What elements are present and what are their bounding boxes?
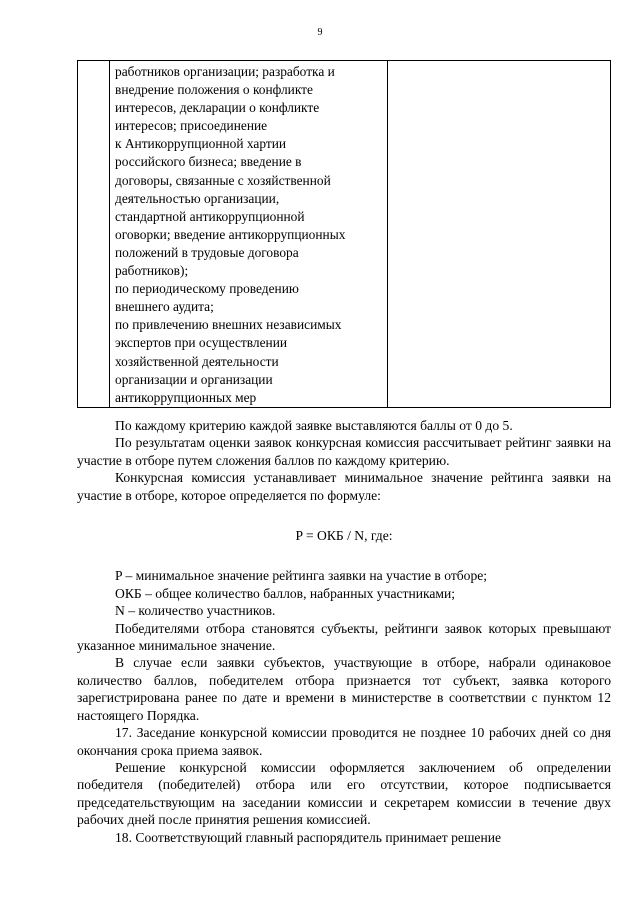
page-number: 9 <box>317 27 323 38</box>
criterion-line: работников организации; разработка и <box>115 64 335 79</box>
criterion-text <box>115 63 383 407</box>
criterion-line: положений в трудовые договора <box>115 244 299 260</box>
criterion-line: экспертов при осуществлении <box>115 335 288 351</box>
paragraph-def-okb: ОКБ – общее количество баллов, набранных участниками; <box>115 585 456 601</box>
paragraph-17: 17. Заседание конкурсной комиссии проводится не позднее 10 рабочих дней со дня окончания срока приема заявок. <box>77 725 611 758</box>
criterion-line: российского бизнеса; введение в <box>115 154 302 170</box>
criteria-table <box>77 60 611 408</box>
table-cell-criterion <box>110 61 388 408</box>
formula: P = ОКБ / N, где: <box>295 528 393 544</box>
criterion-line: оговорки; введение антикоррупционных <box>115 226 346 242</box>
criterion-line: хозяйственной деятельности <box>115 353 279 369</box>
table-cell-score <box>388 61 611 408</box>
paragraph-def-p: P – минимальное значение рейтинга заявки на участие в отборе; <box>115 568 488 584</box>
paragraph-min-value: Конкурсная комиссия устанавливает минимальное значение рейтинга заявки на участие в отборе, которое определяется по формуле: <box>77 470 611 503</box>
criterion-line: организации и организации <box>115 371 273 387</box>
paragraph-def-n: N – количество участников. <box>115 603 276 619</box>
table-cell-number <box>78 61 110 408</box>
paragraph-rating: По результатам оценки заявок конкурсная комиссия рассчитывает рейтинг заявки на участие в отборе путем сложения баллов по каждому критерию. <box>77 435 611 468</box>
table-row <box>78 61 611 408</box>
paragraph-18: 18. Соответствующий главный распорядитель принимает решение <box>115 829 502 845</box>
criterion-line: внедрение положения о конфликте <box>115 82 313 98</box>
criterion-line: антикоррупционных мер <box>115 389 257 405</box>
criterion-line: деятельностью организации, <box>115 190 280 206</box>
criterion-line: по привлечению внешних независимых <box>115 317 342 333</box>
criterion-line: работников); <box>115 263 189 279</box>
paragraph-decision: Решение конкурсной комиссии оформляется заключением об определении победителя (победителей) отбора или его отсутствии, которое подписывается председательствующим на заседании комиссии и секретарем комиссии в течение двух рабочих дней после принятия решения комиссией. <box>77 759 611 828</box>
paragraph-scores: По каждому критерию каждой заявке выставляются баллы от 0 до 5. <box>115 418 513 433</box>
criterion-line: к Антикоррупционной хартии <box>115 136 287 152</box>
criterion-line: внешнего аудита; <box>115 299 214 315</box>
paragraph-winners: Победителями отбора становятся субъекты, рейтинги заявок которых превышают указанное минимальное значение. <box>77 620 611 654</box>
body-text <box>77 417 611 846</box>
criterion-line: по периодическому проведению <box>115 281 299 297</box>
criterion-line: интересов, декларации о конфликте <box>115 100 320 116</box>
paragraph-tie: В случае если заявки субъектов, участвующие в отборе, набрали одинаковое количество баллов, победителем отбора признается тот субъект, заявка которого зарегистрирована ранее по дате и времени в министерстве в соответствии с пунктом 12 настоящего Порядка. <box>77 655 611 723</box>
criterion-line: договоры, связанные с хозяйственной <box>115 172 331 188</box>
criterion-line: интересов; присоединение <box>115 118 268 134</box>
criterion-line: стандартной антикоррупционной <box>115 208 305 224</box>
